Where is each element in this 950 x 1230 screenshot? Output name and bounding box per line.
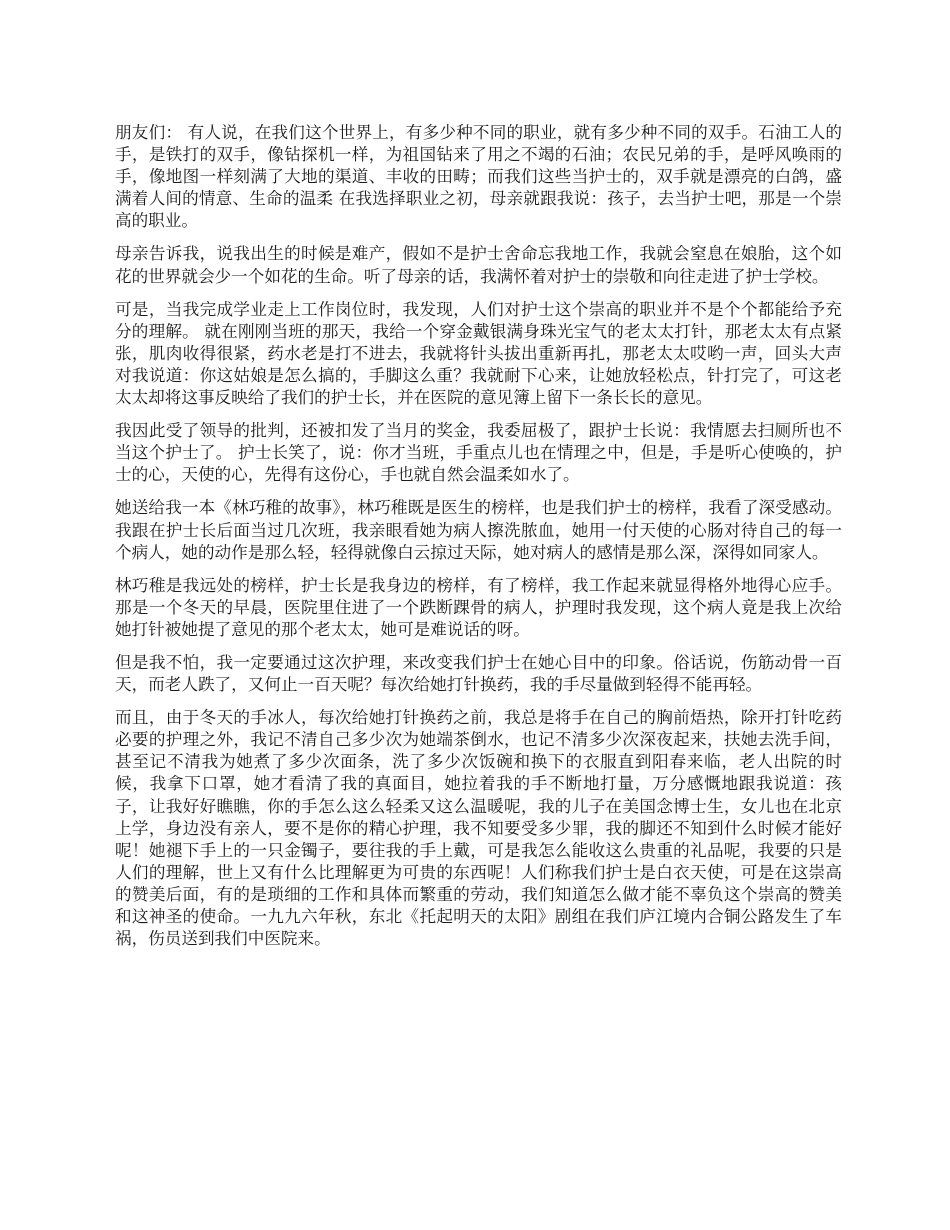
paragraph-1: 朋友们： 有人说，在我们这个世界上，有多少种不同的职业，就有多少种不同的双手。石油工人的手，是铁打的双手，像钻探机一样，为祖国钻来了用之不竭的石油；农民兄弟的手，是呼风唤雨的手，像地图一样刻满了大地的渠道、丰收的田畴；而我们这些当护士的，双手就是漂亮的白鸽，盛满着人间的情意、生命的温柔 在我选择职业之初，母亲就跟我说：孩子，去当护士吧，那是一个崇高的职业。 [115, 123, 842, 231]
paragraph-5: 她送给我一本《林巧稚的故事》，林巧稚既是医生的榜样，也是我们护士的榜样，我看了深受感动。我跟在护士长后面当过几次班，我亲眼看她为病人擦洗脓血，她用一付天使的心肠对待自己的每一个病人，她的动作是那么轻，轻得就像白云掠过天际，她对病人的感情是那么深，深得如同家人。 [115, 498, 842, 562]
document-body [115, 122, 842, 961]
paragraph-3: 可是，当我完成学业走上工作岗位时，我发现，人们对护士这个崇高的职业并不是个个都能给予充分的理解。 就在刚刚当班的那天，我给一个穿金戴银满身珠光宝气的老太太打针，那老太太有点紧张，肌肉收得很紧，药水老是打不进去，我就将针头拔出重新再扎，那老太太哎哟一声，回头大声对我说道：你这姑娘是怎么搞的，手脚这么重？我就耐下心来，让她放轻松点，针打完了，可这老太太却将这事反映给了我们的护士长，并在医院的意见簿上留下一条长长的意见。 [115, 299, 842, 408]
paragraph-2: 母亲告诉我，说我出生的时候是难产，假如不是护士舍命忘我地工作，我就会窒息在娘胎，这个如花的世界就会少一个如花的生命。听了母亲的话，我满怀着对护士的崇敬和向往走进了护士学校。 [115, 244, 842, 286]
paragraph-7: 但是我不怕，我一定要通过这次护理，来改变我们护士在她心目中的印象。俗话说，伤筋动骨一百天，而老人跌了，又何止一百天呢？每次给她打针换药，我的手尽量做到轻得不能再轻。 [115, 652, 842, 695]
paragraph-8: 而且，由于冬天的手冰人，每次给她打针换药之前，我总是将手在自己的胸前焐热，除开打针吃药必要的护理之外，我记不清自己多少次为她端茶倒水，也记不清多少次深夜起来，扶她去洗手间，甚至记不清我为她煮了多少次面条，洗了多少次饭碗和换下的衣服直到阳春来临，老人出院的时候，我拿下口罩，她才看清了我的真面目，她拉着我的手不断地打量，万分感慨地跟我说道：孩子，让我好好瞧瞧，你的手怎么这么轻柔又这么温暖呢，我的儿子在美国念博士生，女儿也在北京上学，身边没有亲人，要不是你的精心护理，我不知要受多少罪，我的脚还不知到什么时候才能好呢！她褪下手上的一只金镯子，要往我的手上戴，可是我怎么能收这么贵重的礼品呢，我要的只是人们的理解，世上又有什么比理解更为可贵的东西呢！人们称我们护士是白衣天使，可是在这崇高的赞美后面，有的是琐细的工作和具体而繁重的劳动，我们知道怎么做才能不辜负这个崇高的赞美和这神圣的使命。一九九六年秋，东北《托起明天的太阳》剧组在我们庐江境内合铜公路发生了车祸，伤员送到我们中医院来。 [115, 708, 842, 949]
paragraph-4: 我因此受了领导的批判，还被扣发了当月的奖金，我委屈极了，跟护士长说：我情愿去扫厕所也不当这个护士了。 护士长笑了，说：你才当班，手重点儿也在情理之中，但是，手是听心使唤的，护士的心，天使的心，先得有这份心，手也就自然会温柔如水了。 [115, 421, 842, 485]
paragraph-6: 林巧稚是我远处的榜样，护士长是我身边的榜样，有了榜样，我工作起来就显得格外地得心应手。那是一个冬天的早晨，医院里住进了一个跌断踝骨的病人，护理时我发现，这个病人竟是我上次给她打针被她提了意见的那个老太太，她可是难说话的呀。 [115, 575, 842, 639]
